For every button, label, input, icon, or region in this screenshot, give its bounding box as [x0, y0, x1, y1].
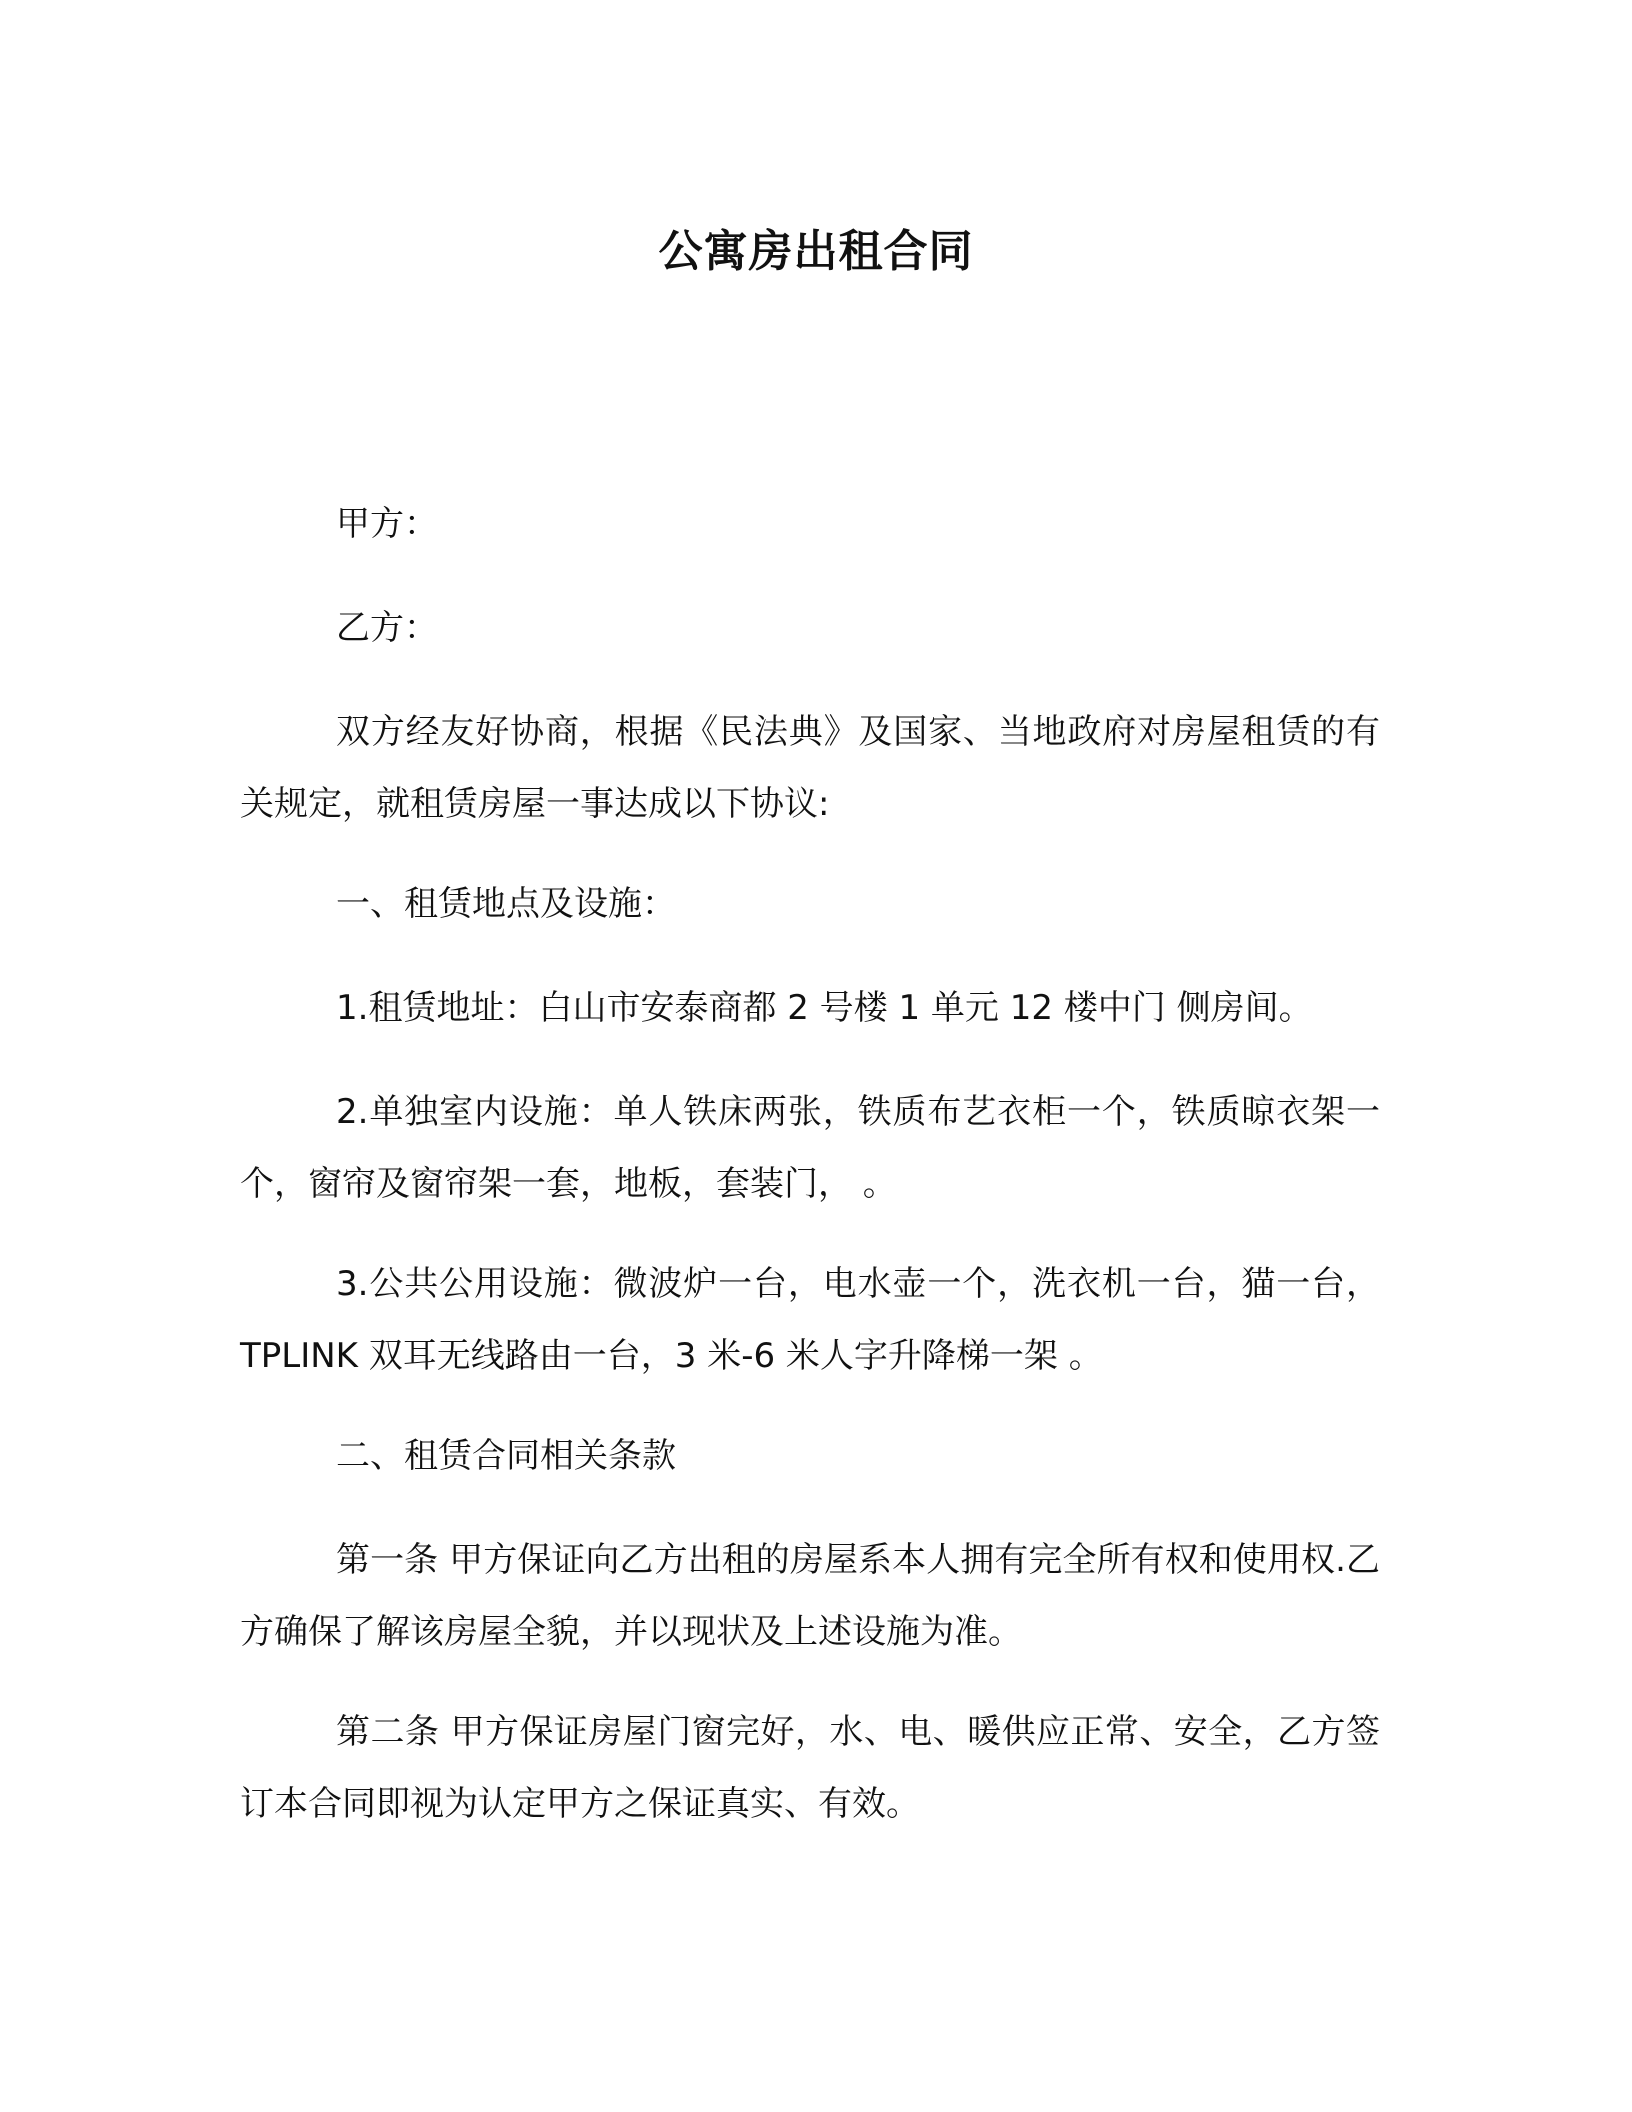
item-rental-address: 1.租赁地址：白山市安泰商都 2 号楼 1 单元 12 楼中门 侧房间。: [336, 988, 1313, 1028]
section-2-heading: 二、租赁合同相关条款: [336, 1436, 676, 1476]
party-b-label: 乙方：: [336, 608, 438, 648]
article-1: 第一条 甲方保证向乙方出租的房屋系本人拥有完全所有权和使用权.乙方确保了解该房屋全貌，并以现状及上述设施为准。: [240, 1540, 1380, 1652]
item-indoor-facilities: 2.单独室内设施：单人铁床两张，铁质布艺衣柜一个，铁质晾衣架一个，窗帘及窗帘架一套，地板，套装门， 。: [240, 1092, 1380, 1204]
article-2: 第二条 甲方保证房屋门窗完好，水、电、暖供应正常、安全，乙方签订本合同即视为认定甲方之保证真实、有效。: [240, 1712, 1380, 1824]
document-title: 公寓房出租合同: [658, 226, 974, 277]
party-a-label: 甲方：: [336, 504, 438, 544]
intro-paragraph: 双方经友好协商，根据《民法典》及国家、当地政府对房屋租赁的有关规定，就租赁房屋一事达成以下协议:: [240, 712, 1380, 824]
item-public-facilities: 3.公共公用设施：微波炉一台，电水壶一个，洗衣机一台，猫一台，TPLINK 双耳无线路由一台，3 米-6 米人字升降梯一架 。: [240, 1264, 1380, 1376]
section-1-heading: 一、租赁地点及设施：: [336, 884, 676, 924]
